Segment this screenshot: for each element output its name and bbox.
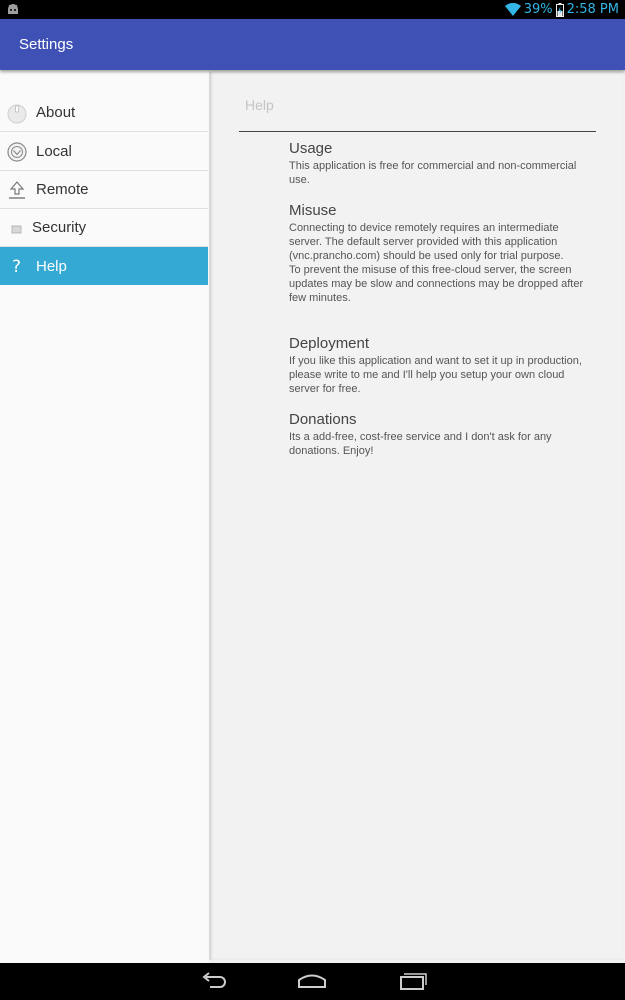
clock: 2:58 PM [566,2,619,17]
battery-percent: 39% [523,2,553,17]
lock-icon [6,217,28,239]
section-heading: Misuse [289,202,337,219]
title-divider [239,131,596,132]
sidebar-item-security[interactable] [0,209,208,247]
question-icon [6,255,28,277]
local-icon [6,141,28,163]
section-body: Connecting to device remotely requires an intermediate server. The default server provided with this application (vnc.prancho.com) should be used only for trial purpose. To prevent the misuse of this free-cloud server, the screen updates may be slow and connections may be dropped after few minutes. [289,222,584,304]
sidebar-item-label: Local [36,143,72,160]
section-heading: Usage [289,140,333,157]
help-section-misuse [289,202,589,305]
sidebar-item-local[interactable] [0,133,208,171]
help-section-deployment [289,335,589,396]
android-notification-icon [6,3,20,15]
sidebar-item-label: Remote [36,181,89,198]
section-heading: Donations [289,411,357,428]
about-icon [6,102,28,124]
help-detail-pane [209,72,623,960]
sidebar-item-label: About [36,104,76,121]
sidebar-item-label: Help [36,257,67,275]
help-section-usage [289,140,589,187]
system-navigation-bar [0,963,625,1000]
status-bar [0,0,625,19]
page-title: Help [245,97,274,113]
section-heading: Deployment [289,335,370,352]
wifi-icon [505,3,521,16]
sidebar-item-remote[interactable] [0,171,208,209]
section-body: This application is free for commercial and non-commercial use. [289,160,577,186]
upload-icon [6,179,28,201]
settings-sidebar [0,70,209,963]
sidebar-item-help[interactable] [0,247,208,285]
sidebar-item-about[interactable] [0,94,208,132]
svg-text:?: ? [12,257,22,277]
back-icon[interactable] [198,971,228,991]
section-body: Its a add-free, cost-free service and I don't ask for any donations. Enjoy! [289,431,552,457]
app-bar [0,19,625,70]
sidebar-item-label: Security [32,219,87,236]
home-icon[interactable] [297,971,327,991]
help-section-donations [289,411,589,458]
section-body: If you like this application and want to set it up in production, please write to me and I'll help you setup your own cloud server for free. [289,355,582,395]
app-bar-title: Settings [19,36,74,53]
settings-content [0,70,625,963]
recent-apps-icon[interactable] [398,971,428,991]
battery-icon [556,3,564,17]
